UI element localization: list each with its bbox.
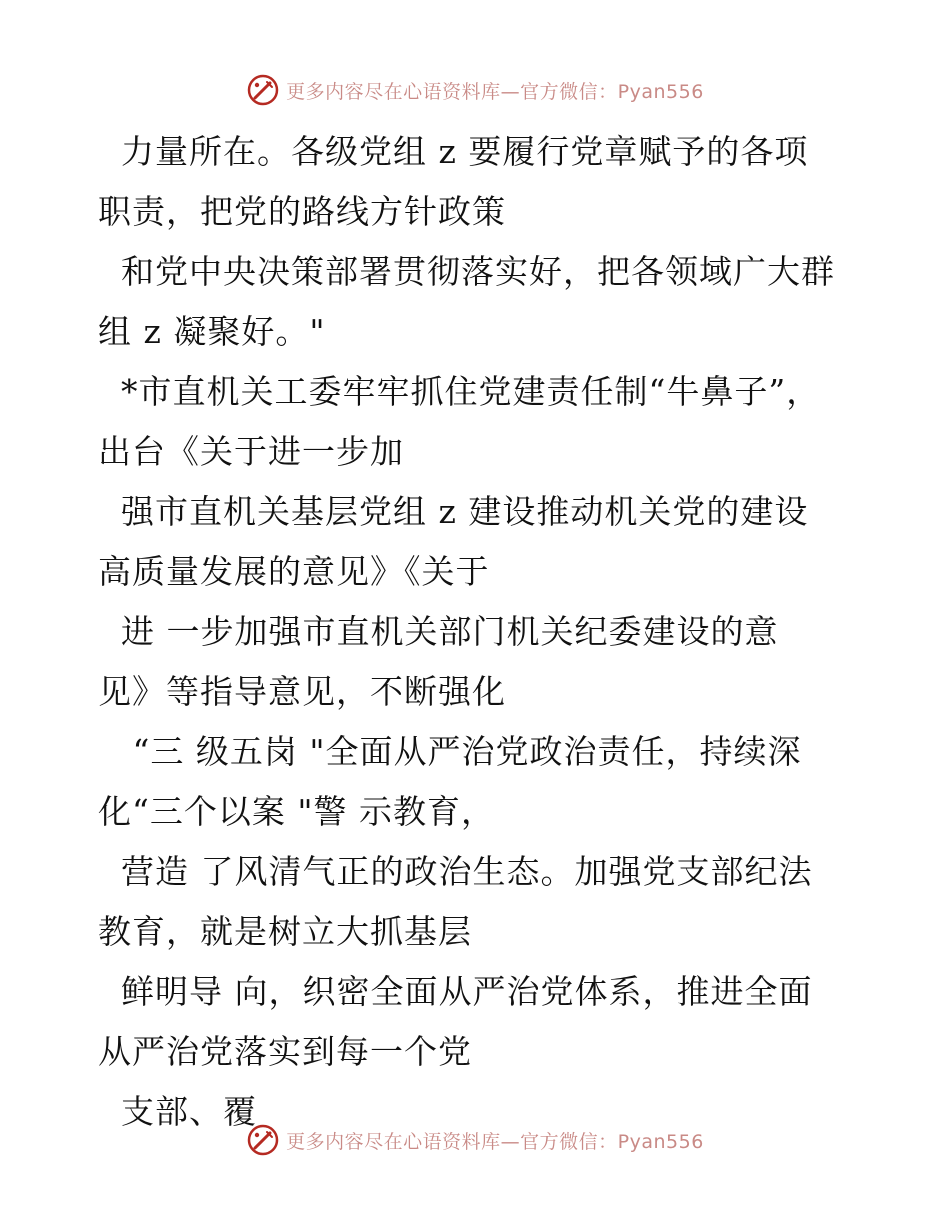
text-line-13: 营造 了风清气正的政治生态。加强党支部纪法 [98,852,813,891]
header-banner-text: 更多内容尽在心语资料库—官方微信：Pyan556 [286,80,704,103]
text-line-10: 见》等指导意见，不断强化 [98,672,506,711]
text-line-1: 力量所在。各级党组 z 要履行党章赋予的各项 [98,132,809,171]
text-line-2: 职责，把党的路线方针政策 [98,192,506,231]
text-line-3: 和党中央决策部署贯彻落实好，把各领域广大群 [98,252,835,291]
logo-icon [246,1123,280,1157]
text-line-15: 鲜明导 向，织密全面从严治党体系，推进全面 [98,972,813,1011]
footer-banner-text: 更多内容尽在心语资料库—官方微信：Pyan556 [286,1130,704,1153]
text-line-7: 强市直机关基层党组 z 建设推动机关党的建设 [98,492,809,531]
text-line-12: 化“三个以案 "警 示教育， [98,792,496,831]
header-banner [0,68,950,112]
text-line-6: 出台《关于进一步加 [98,432,404,471]
text-line-11: “三 级五岗 "全面从严治党政治责任，持续深 [98,732,802,771]
text-line-14: 教育，就是树立大抓基层 [98,912,472,951]
text-line-17: 支部、覆 [98,1092,257,1131]
text-line-16: 从严治党落实到每一个党 [98,1032,472,1071]
footer-banner [0,1118,950,1162]
text-line-4: 组 z 凝聚好。" [98,312,326,351]
document-body [98,122,858,1142]
text-line-8: 高质量发展的意见》《关于 [98,552,490,591]
text-line-5: *市直机关工委牢牢抓住党建责任制“牛鼻子”， [98,372,821,411]
text-line-9: 进 一步加强市直机关部门机关纪委建设的意 [98,612,779,651]
logo-icon [246,73,280,107]
